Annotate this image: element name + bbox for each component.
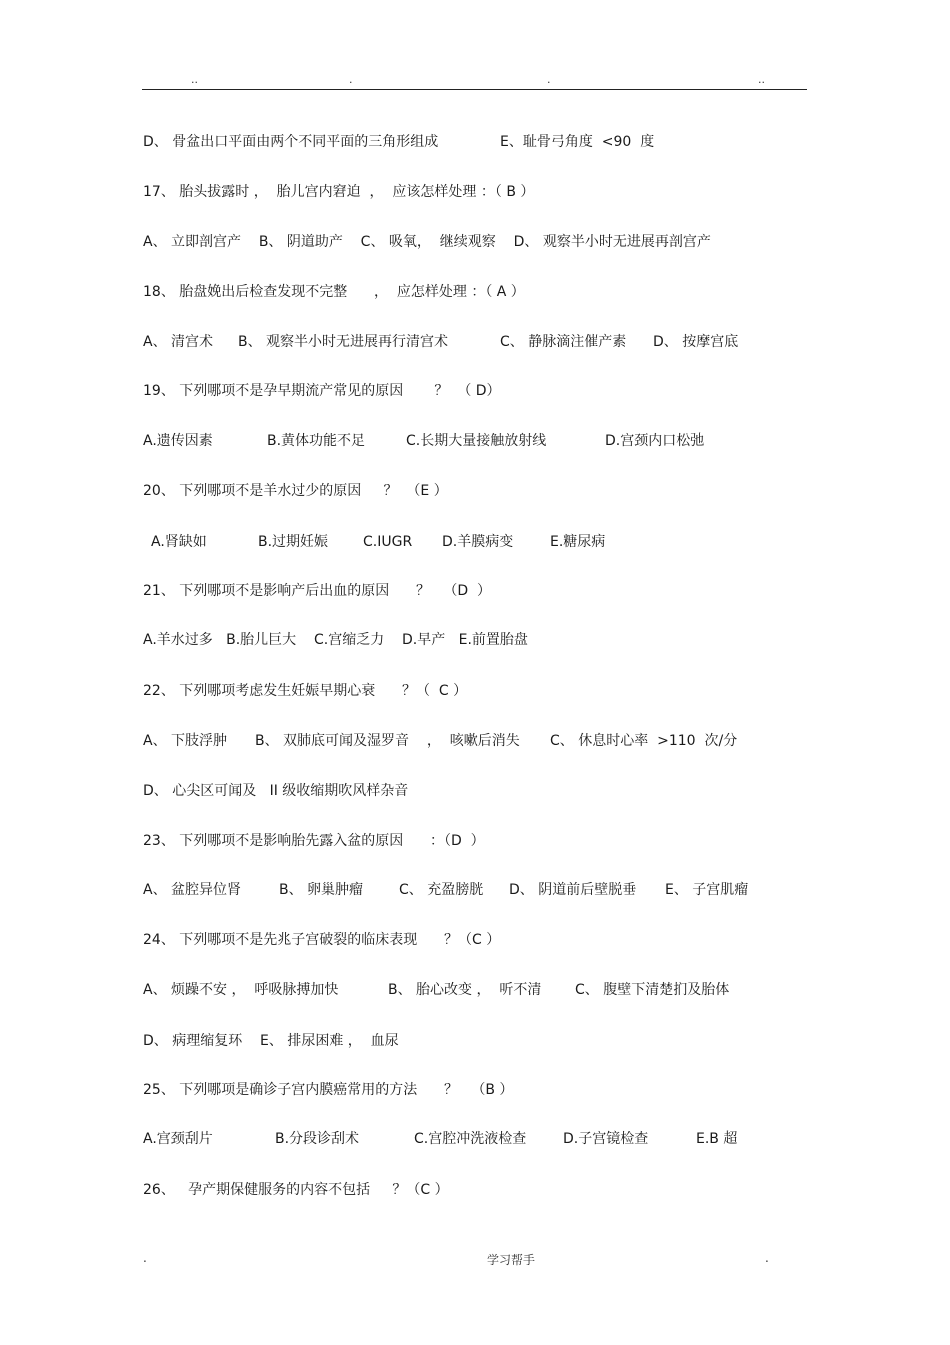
option-text: E.糖尿病 <box>550 534 606 550</box>
line-text: A、 清宫术 <box>143 334 214 350</box>
line-text: 19、 下列哪项不是孕早期流产常见的原因 ？ （ D） <box>143 383 501 399</box>
option-text: B、 观察半小时无进展再行清宫术 <box>238 334 449 350</box>
line-text: 23、 下列哪项不是影响胎先露入盆的原因 ：（D ） <box>143 833 485 849</box>
line-text: A、 下肢浮肿 <box>143 733 228 749</box>
line-text: A、 立即剖宫产 B、 阴道助产 C、 吸氧， 继续观察 D、 观察半小时无进展再剖宫产 <box>143 234 711 250</box>
option-text: B.分段诊刮术 <box>275 1131 360 1147</box>
header-mark-3: . <box>547 73 551 86</box>
line-text: 26、 孕产期保健服务的内容不包括 ？（C ） <box>143 1182 449 1198</box>
option-text: D.宫颈内口松弛 <box>605 433 705 449</box>
option-text: C、 休息时心率 >110 次/分 <box>550 733 738 749</box>
line-text: D、 骨盆出口平面由两个不同平面的三角形组成 <box>143 134 439 150</box>
header-mark-2: . <box>349 73 353 86</box>
option-text: B.过期妊娠 <box>258 534 329 550</box>
line-text: D、 心尖区可闻及 II 级收缩期吹风样杂音 <box>143 783 409 799</box>
option-text: C.宫腔冲洗液检查 <box>414 1131 527 1147</box>
footer-left-mark: . <box>143 1251 147 1265</box>
header-mark-1: .. <box>191 73 198 86</box>
option-text: D、 按摩宫底 <box>653 334 739 350</box>
option-text: E、 子宫肌瘤 <box>665 882 749 898</box>
line-text: 17、 胎头拔露时 ， 胎儿宫内窘迫 ， 应该怎样处理 ：（ B ） <box>143 184 535 200</box>
line-text: 21、 下列哪项不是影响产后出血的原因 ？ （D ） <box>143 583 491 599</box>
option-text: B、 双肺底可闻及湿罗音 ， 咳嗽后消失 <box>255 733 520 749</box>
option-text: B、 胎心改变 ， 听不清 <box>388 982 542 998</box>
option-text: E.B 超 <box>696 1131 738 1147</box>
header-mark-4: .. <box>758 73 765 86</box>
line-text: A.羊水过多 B.胎儿巨大 C.宫缩乏力 D.早产 E.前置胎盘 <box>143 632 528 648</box>
option-text: B、 卵巢肿瘤 <box>279 882 364 898</box>
line-text: A、 盆腔异位肾 <box>143 882 242 898</box>
line-text: 20、 下列哪项不是羊水过少的原因 ？ （E ） <box>143 483 448 499</box>
option-text: C.长期大量接触放射线 <box>406 433 547 449</box>
line-text: A.宫颈刮片 <box>143 1131 213 1147</box>
line-text: 24、 下列哪项不是先兆子宫破裂的临床表现 ？（C ） <box>143 932 501 948</box>
footer-title: 学习帮手 <box>487 1253 536 1267</box>
line-text: A.肾缺如 <box>151 534 207 550</box>
option-text: E、耻骨弓角度 <90 度 <box>500 134 655 150</box>
header-rule <box>142 89 807 90</box>
line-text: 18、 胎盘娩出后检查发现不完整 ， 应怎样处理 ：（ A ） <box>143 284 525 300</box>
line-text: A、 烦躁不安 ， 呼吸脉搏加快 <box>143 982 339 998</box>
option-text: C、 静脉滴注催产素 <box>500 334 627 350</box>
option-text: D.羊膜病变 <box>442 534 514 550</box>
footer-right-mark: . <box>765 1251 769 1265</box>
option-text: D、 阴道前后壁脱垂 <box>509 882 637 898</box>
option-text: C、 腹壁下清楚扪及胎体 <box>575 982 730 998</box>
option-text: D.子宫镜检查 <box>563 1131 649 1147</box>
line-text: 25、 下列哪项是确诊子宫内膜癌常用的方法 ？ （B ） <box>143 1082 514 1098</box>
line-text: 22、 下列哪项考虑发生妊娠早期心衰 ？（ C ） <box>143 683 468 699</box>
option-text: C、 充盈膀胱 <box>399 882 484 898</box>
option-text: B.黄体功能不足 <box>267 433 366 449</box>
option-text: C.IUGR <box>363 534 413 550</box>
line-text: A.遗传因素 <box>143 433 213 449</box>
line-text: D、 病理缩复环 E、 排尿困难 ， 血尿 <box>143 1033 399 1049</box>
